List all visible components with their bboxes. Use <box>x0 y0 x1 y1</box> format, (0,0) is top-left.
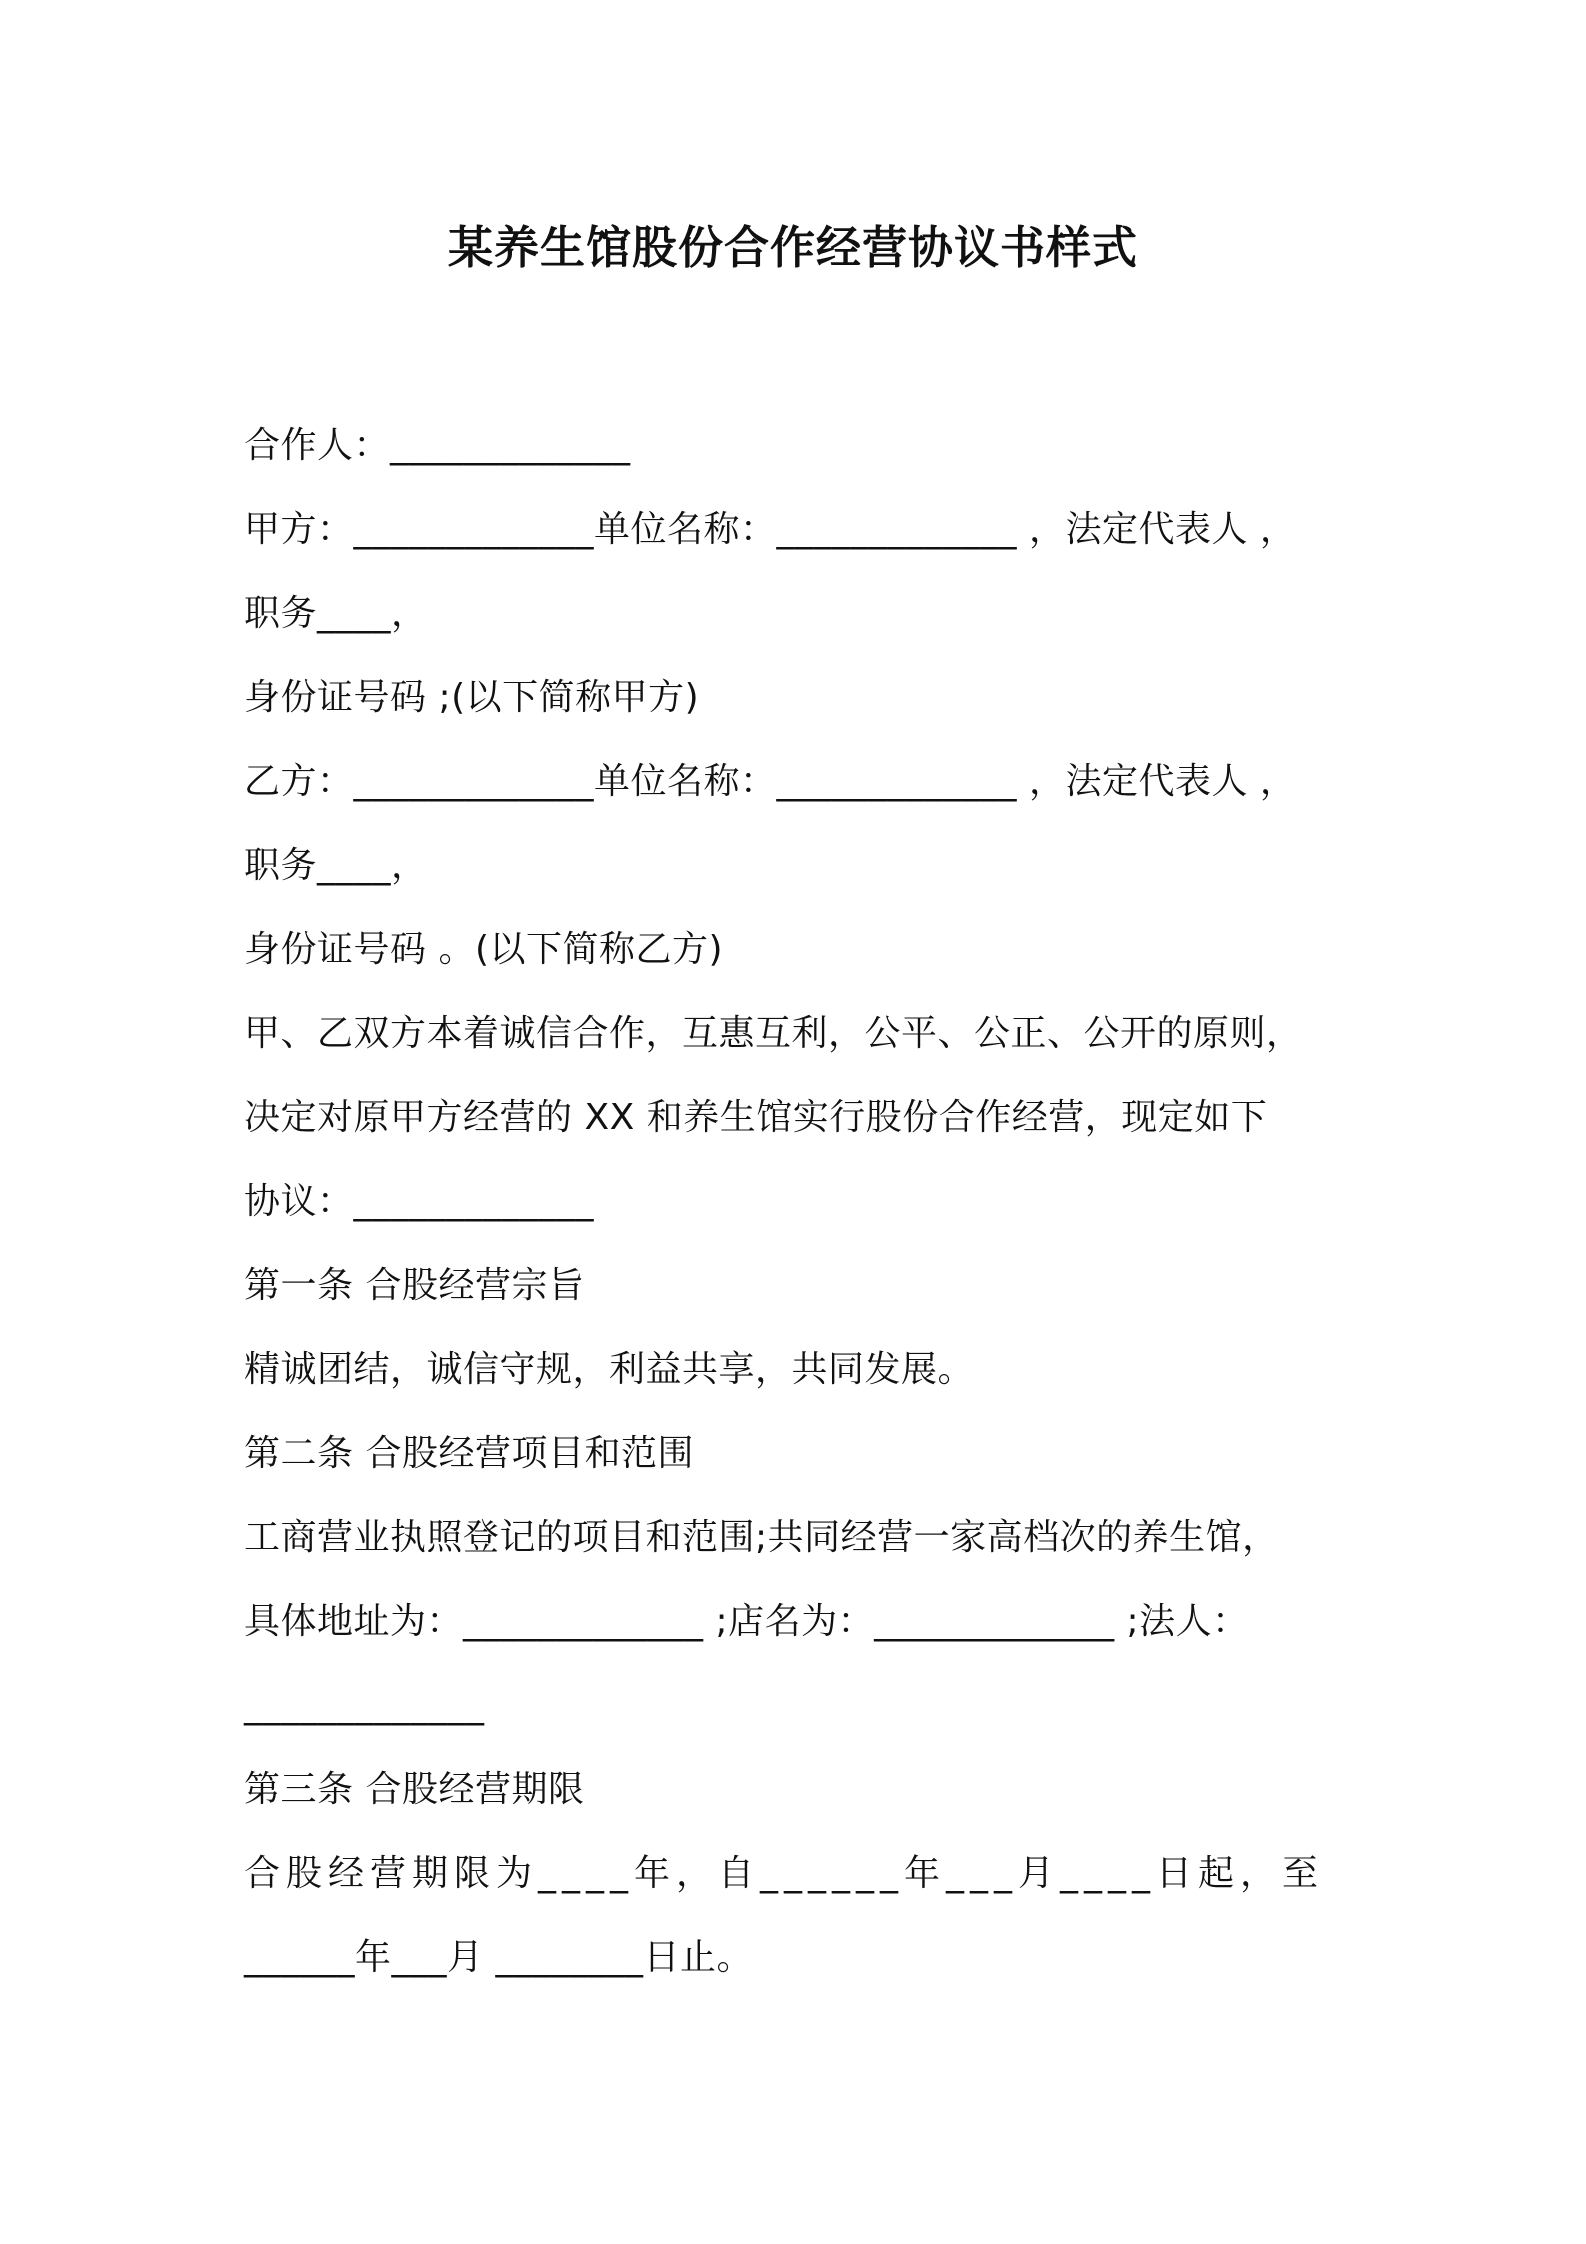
preamble-line-3: 协议：_____________ <box>244 1181 595 1222</box>
party-b-id-line: 身份证号码 。(以下简称乙方) <box>244 929 724 970</box>
partner-line: 合作人：_____________ <box>244 425 631 466</box>
article-3-heading: 第三条 合股经营期限 <box>244 1769 585 1810</box>
article-2-text-2: 具体地址为：_____________ ;店名为：_____________ ;法人： <box>244 1601 1249 1642</box>
article-2-heading: 第二条 合股经营项目和范围 <box>244 1433 694 1474</box>
party-b-line: 乙方：_____________单位名称：_____________ ，法定代表人 ， <box>244 761 1297 802</box>
article-3-text-1: 合股经营期限为____年，自______年___月____日起，至 <box>244 1853 1325 1894</box>
preamble-line-2: 决定对原甲方经营的 XX 和养生馆实行股份合作经营，现定如下 <box>244 1097 1268 1138</box>
preamble-line-1: 甲、乙双方本着诚信合作，互惠互利，公平、公正、公开的原则， <box>244 1013 1303 1054</box>
party-a-position-line: 职务____， <box>244 593 428 634</box>
document-title: 某养生馆股份合作经营协议书样式 <box>447 221 1138 274</box>
party-a-id-line: 身份证号码 ;(以下简称甲方) <box>244 677 700 718</box>
article-1-heading: 第一条 合股经营宗旨 <box>244 1265 585 1306</box>
party-b-position-line: 职务____， <box>244 845 428 886</box>
document-body <box>244 404 1364 2000</box>
article-3-text-2: ______年___月 ________日止。 <box>244 1937 753 1978</box>
article-2-blank-line: _____________ <box>244 1685 485 1726</box>
party-a-line: 甲方：_____________单位名称：_____________ ，法定代表人 ， <box>244 509 1297 550</box>
article-2-text-1: 工商营业执照登记的项目和范围;共同经营一家高档次的养生馆， <box>244 1517 1279 1558</box>
article-1-text: 精诚团结，诚信守规，利益共享，共同发展。 <box>244 1349 975 1390</box>
